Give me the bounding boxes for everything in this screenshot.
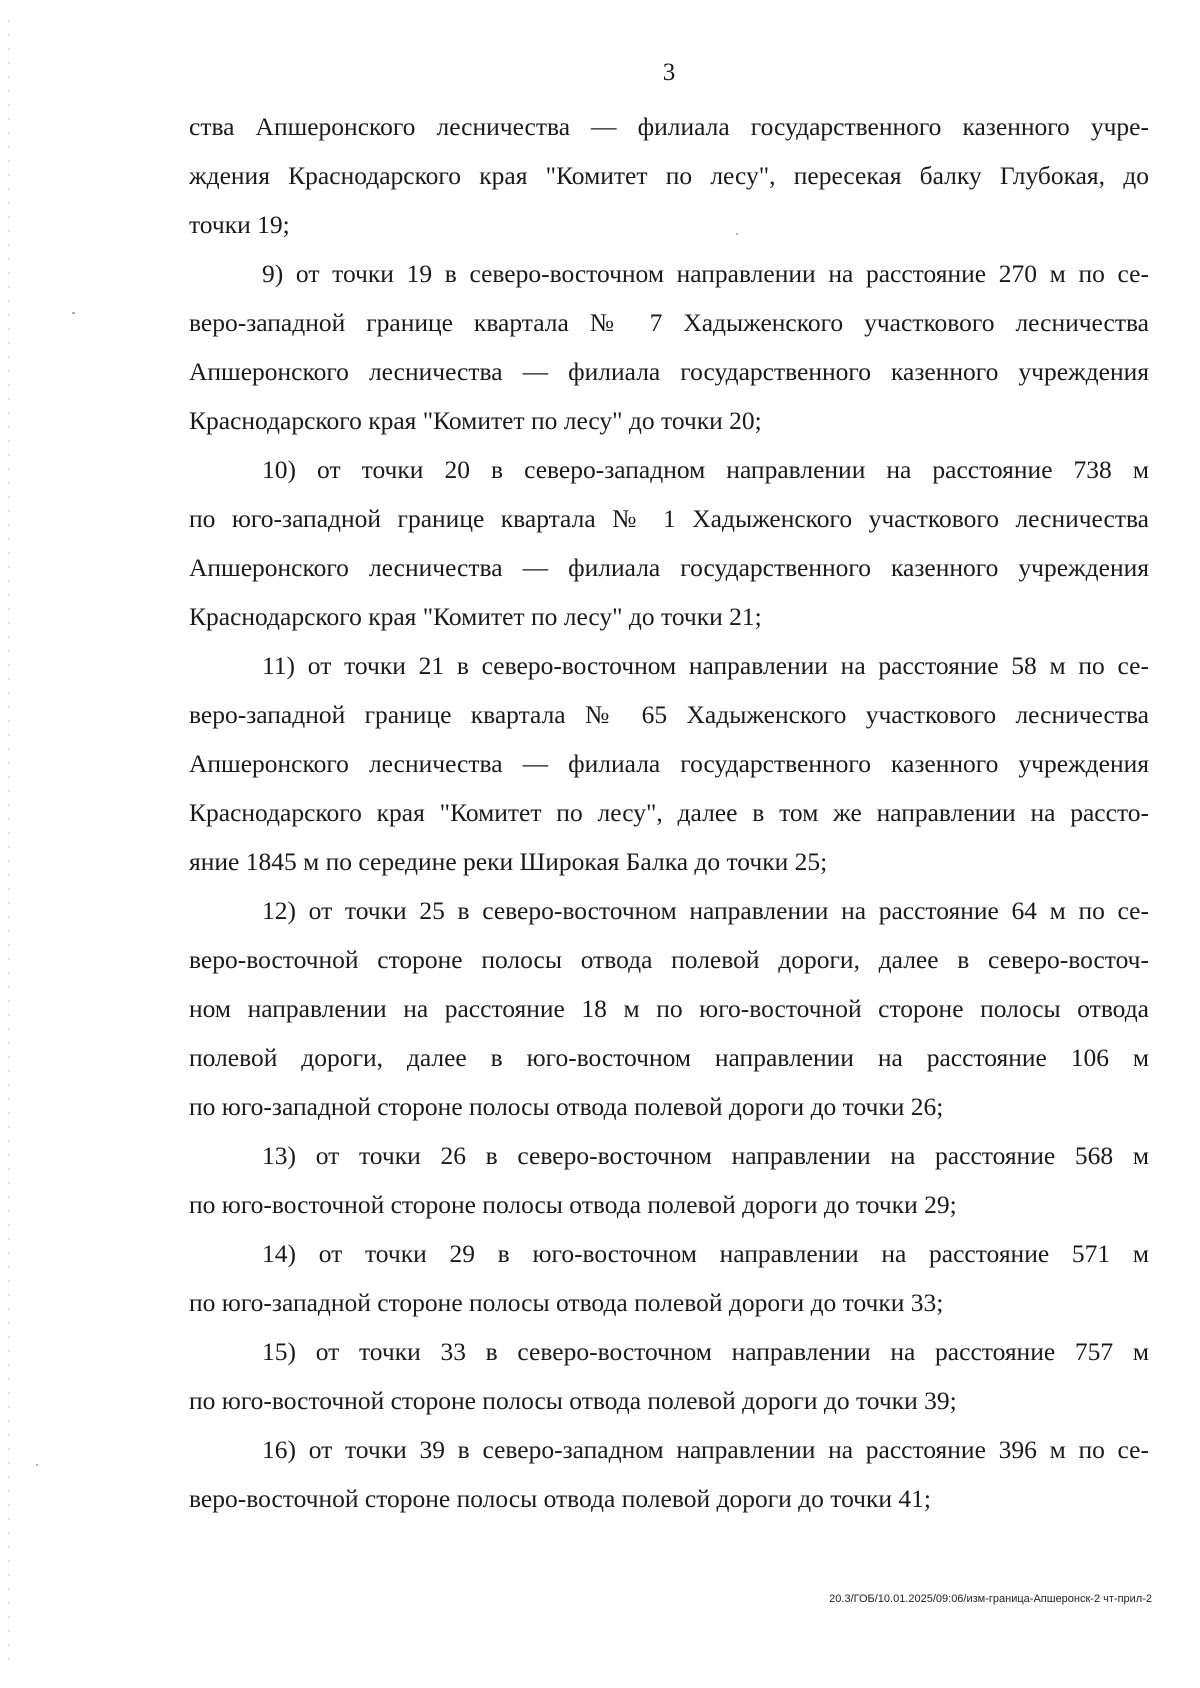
paragraph-line: по юго-восточной стороне полосы отвода полевой дороги до точки 39; xyxy=(189,1386,957,1415)
document-body xyxy=(189,102,1149,1523)
paragraph-line: Краснодарского края "Комитет по лесу" до точки 21; xyxy=(189,602,762,631)
paragraph-item-13 xyxy=(189,1131,1149,1229)
paragraph-line: 12) от точки 25 в северо-восточном направлении на расстояние 64 м по се- xyxy=(262,896,1149,925)
paragraph-line: веро-западной границе квартала № 7 Хадыженского участкового лесничества xyxy=(189,308,1149,337)
paragraph-item-16 xyxy=(189,1425,1149,1523)
paragraph-line: 14) от точки 29 в юго-восточном направлении на расстояние 571 м xyxy=(262,1239,1149,1268)
paragraph-line: 16) от точки 39 в северо-западном направлении на расстояние 396 м по се- xyxy=(262,1435,1149,1464)
paragraph-line: яние 1845 м по середине реки Широкая Балка до точки 25; xyxy=(189,847,828,876)
paragraph-item-15 xyxy=(189,1327,1149,1425)
paragraph-line: по юго-западной стороне полосы отвода полевой дороги до точки 26; xyxy=(189,1092,944,1121)
paragraph-line: ждения Краснодарского края "Комитет по лесу", пересекая балку Глубокая, до xyxy=(189,161,1149,190)
scan-speck xyxy=(36,1464,38,1466)
paragraph-line: веро-восточной стороне полосы отвода полевой дороги до точки 41; xyxy=(189,1484,931,1513)
paragraph-item-14 xyxy=(189,1229,1149,1327)
paragraph-item-11 xyxy=(189,641,1149,886)
paragraph-continuation xyxy=(189,102,1149,249)
scan-speck xyxy=(72,312,75,314)
paragraph-line: Апшеронского лесничества — филиала государственного казенного учреждения xyxy=(189,749,1149,778)
paragraph-line: 9) от точки 19 в северо-восточном направлении на расстояние 270 м по се- xyxy=(262,259,1149,288)
paragraph-line: по юго-западной границе квартала № 1 Хадыженского участкового лесничества xyxy=(189,504,1149,533)
scan-edge-noise xyxy=(8,20,10,1660)
paragraph-line: Апшеронского лесничества — филиала государственного казенного учреждения xyxy=(189,357,1149,386)
paragraph-line: 11) от точки 21 в северо-восточном направлении на расстояние 58 м по се- xyxy=(262,651,1149,680)
paragraph-item-9 xyxy=(189,249,1149,445)
paragraph-line: Краснодарского края "Комитет по лесу" до точки 20; xyxy=(189,406,762,435)
paragraph-line: Апшеронского лесничества — филиала государственного казенного учреждения xyxy=(189,553,1149,582)
paragraph-line: веро-восточной стороне полосы отвода полевой дороги, далее в северо-восточ- xyxy=(189,945,1149,974)
paragraph-line: ном направлении на расстояние 18 м по юго-восточной стороне полосы отвода xyxy=(189,994,1149,1023)
paragraph-line: 13) от точки 26 в северо-восточном направлении на расстояние 568 м xyxy=(262,1141,1149,1170)
paragraph-line: по юго-восточной стороне полосы отвода полевой дороги до точки 29; xyxy=(189,1190,957,1219)
paragraph-line: веро-западной границе квартала № 65 Хадыженского участкового лесничества xyxy=(189,700,1149,729)
paragraph-item-12 xyxy=(189,886,1149,1131)
paragraph-line: по юго-западной стороне полосы отвода полевой дороги до точки 33; xyxy=(189,1288,944,1317)
document-footer-code: 20.3/ГОБ/10.01.2025/09:06/изм-граница-Апшеронск-2 чт-прил-2 xyxy=(829,1593,1152,1605)
paragraph-line: 15) от точки 33 в северо-восточном направлении на расстояние 757 м xyxy=(262,1337,1149,1366)
paragraph-item-10 xyxy=(189,445,1149,641)
paragraph-line: ства Апшеронского лесничества — филиала государственного казенного учре- xyxy=(189,112,1149,141)
page-number: 3 xyxy=(662,59,676,86)
paragraph-line: 10) от точки 20 в северо-западном направлении на расстояние 738 м xyxy=(262,455,1149,484)
paragraph-line: точки 19; xyxy=(189,210,290,239)
paragraph-line: полевой дороги, далее в юго-восточном направлении на расстояние 106 м xyxy=(189,1043,1149,1072)
paragraph-line: Краснодарского края "Комитет по лесу", далее в том же направлении на рассто- xyxy=(189,798,1149,827)
